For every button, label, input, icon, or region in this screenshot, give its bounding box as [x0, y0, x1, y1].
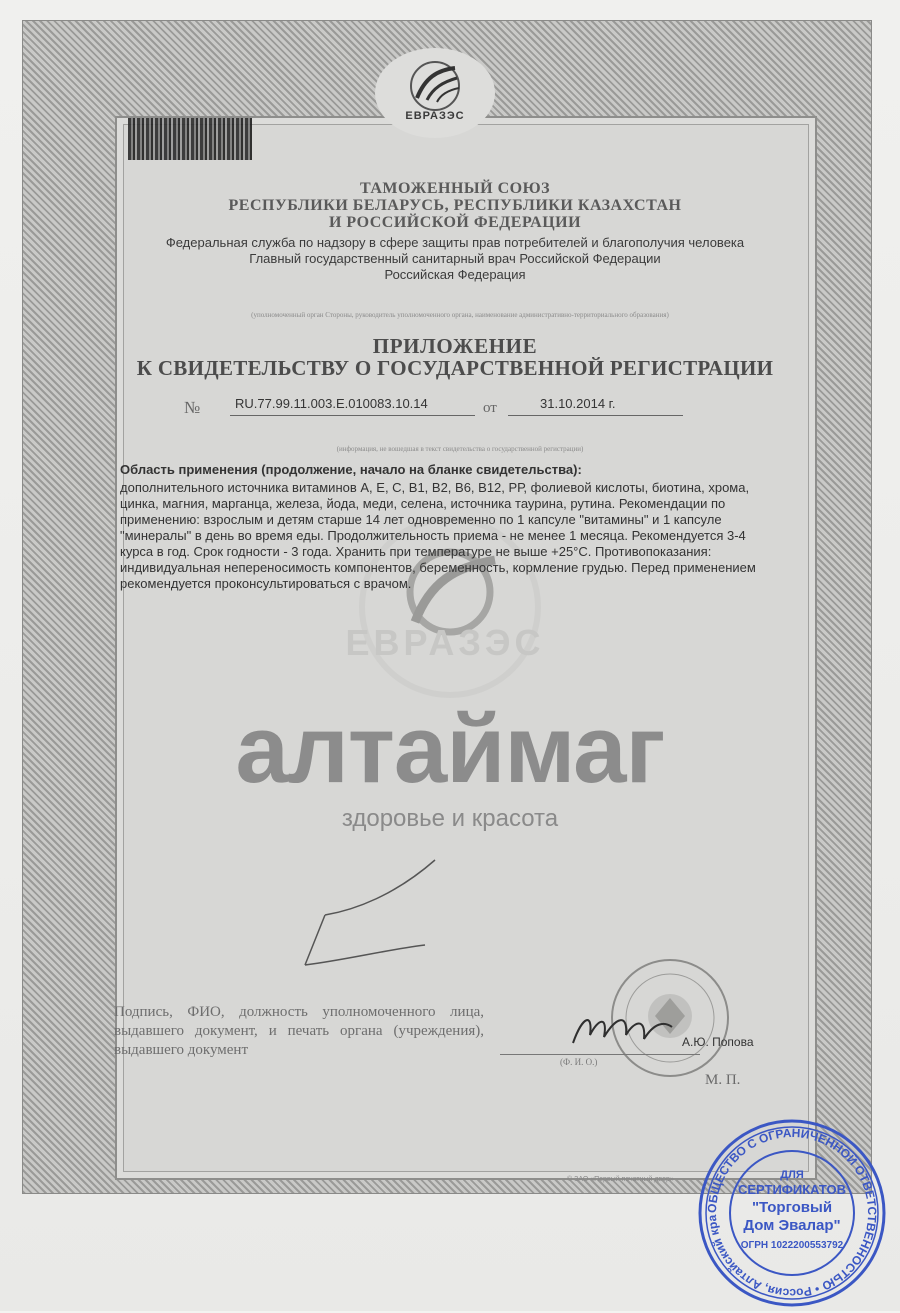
scope-heading: Область применения (продолжение, начало на бланке свидетельства):: [120, 462, 582, 477]
security-barcode: [128, 118, 252, 160]
registration-number: RU.77.99.11.003.E.010083.10.14: [235, 396, 428, 411]
signatory-caption: (Ф. И. О.): [560, 1057, 598, 1067]
agency-line-1: Федеральная служба по надзору в сфере защиты прав потребителей и благополучия человека: [165, 235, 745, 250]
scope-text: дополнительного источника витаминов А, Е, С, В1, В2, В6, В12, РР, фолиевой кислоты, биотина, хрома, цинка, магния, марганца, железа, йода, меди, селена, источника таурина, рутина. Рекомендации по применению: взрослым и детям старше 14 лет одновременно по 1 капсуле "витамины" и 1 капсуле "минералы" в день во время еды. Продолжительность приема - не менее 1 месяца. Рекомендуется 3-4 курса в год. Срок годности - 3 года. Хранить при температуре не выше +25°С. Противопоказания: индивидуальная непереносимость компонентов, беременность, кормление грудью. Перед применением рекомендуется проконсультироваться с врачом.: [120, 480, 756, 591]
emblem-caption: ЕВРАЗЭС: [405, 110, 465, 122]
scope-of-application: [120, 462, 775, 592]
number-label: №: [184, 398, 201, 417]
document-title: ПРИЛОЖЕНИЕ: [372, 334, 538, 358]
stamp-line-1: ДЛЯ: [780, 1169, 804, 1181]
watermark-ghost-text: ЕВРАЗЭС: [345, 622, 545, 663]
date-underline: [508, 415, 683, 416]
agency-block: [110, 235, 800, 283]
stamp-place-label: М. П.: [705, 1072, 741, 1088]
handwritten-signature: [568, 1005, 678, 1050]
eurasec-emblem-icon: [375, 48, 495, 138]
company-stamp: [696, 1118, 888, 1308]
company-stamp-icon: [696, 1118, 888, 1308]
union-line-3: И РОССИЙСКОЙ ФЕДЕРАЦИИ: [328, 214, 582, 231]
registration-row: [180, 396, 700, 418]
signature-underline: [500, 1054, 700, 1055]
document-subtitle: К СВИДЕТЕЛЬСТВУ О ГОСУДАРСТВЕННОЙ РЕГИСТРАЦИИ: [136, 356, 774, 380]
brand-tagline: здоровье и красота: [341, 805, 559, 832]
from-label: от: [483, 400, 497, 416]
registration-date: 31.10.2014 г.: [540, 396, 616, 411]
info-note: (информация, не вошедшая в текст свидетельства о государственной регистрации): [336, 445, 584, 453]
pen-stroke-mark: [295, 855, 445, 975]
union-line-2: РЕСПУБЛИКИ БЕЛАРУСЬ, РЕСПУБЛИКИ КАЗАХСТАН: [228, 197, 682, 214]
authority-note: (уполномоченный орган Стороны, руководитель уполномоченного органа, наименование административно-территориального образования): [251, 311, 669, 319]
stamp-ogrn: ОГРН 1022200553792: [740, 1240, 844, 1251]
stamp-ring-text: ОБЩЕСТВО С ОГРАНИЧЕННОЙ ОТВЕТСТВЕННОСТЬЮ • Россия, Алтайский кра: [704, 1125, 880, 1301]
brand-watermark: алтаймаг: [235, 696, 665, 803]
union-line-1: ТАМОЖЕННЫЙ СОЮЗ: [359, 180, 551, 197]
signatory-name: А.Ю. Попова: [682, 1035, 754, 1049]
printer-credit: © ЗАО «Первый печатный двор»: [567, 1176, 674, 1183]
agency-line-2: Главный государственный санитарный врач Российской Федерации: [249, 251, 661, 266]
stamp-line-2: СЕРТИФИКАТОВ: [737, 1182, 847, 1197]
stamp-line-4: Дом Эвалар": [743, 1217, 841, 1234]
number-underline: [230, 415, 475, 416]
eurasec-emblem: [375, 48, 495, 138]
union-heading: [110, 180, 800, 231]
stamp-line-3: "Торговый: [751, 1199, 833, 1216]
signature-label: Подпись, ФИО, должность уполномоченного лица, выдавшего документ, и печать органа (учреждения), выдавшего документ: [114, 1004, 484, 1058]
agency-line-3: Российская Федерация: [384, 267, 526, 282]
